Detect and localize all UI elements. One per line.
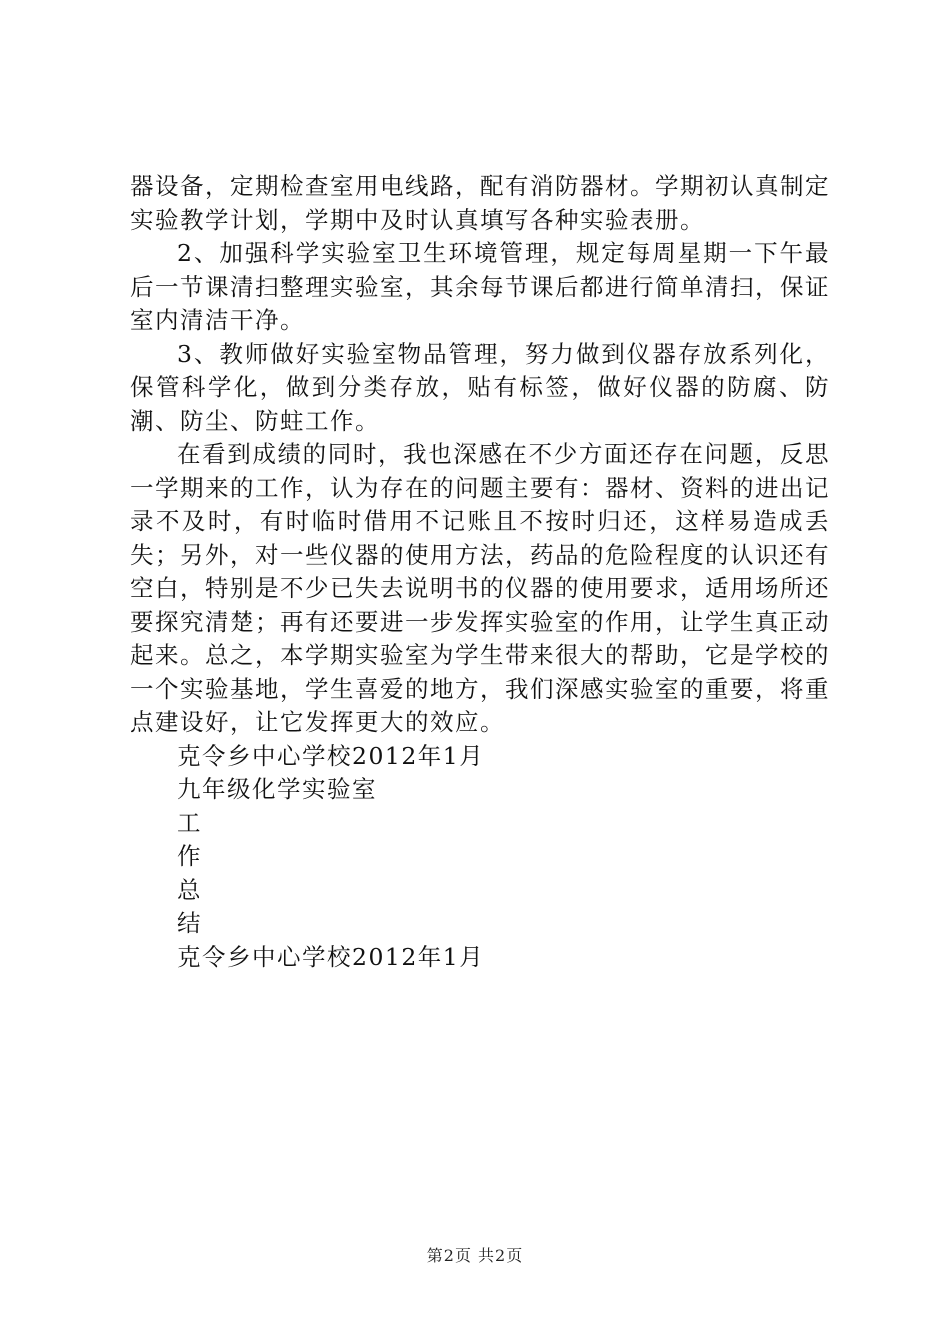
signature-school-date: 克令乡中心学校2012年1月 (177, 741, 485, 770)
title-char-zong: 总 (177, 875, 202, 904)
document-body (130, 170, 830, 974)
title-lab-name: 九年级化学实验室 (177, 775, 377, 803)
paragraph-hygiene-management: 2、加强科学实验室卫生环境管理，规定每周星期一下午最后一节课清扫整理实验室，其余每节课后都进行简单清扫，保证室内清洁干净。 (130, 239, 830, 334)
title-char-jie: 结 (177, 909, 202, 937)
paragraph-item-management: 3、教师做好实验室物品管理，努力做到仪器存放系列化，保管科学化，做到分类存放，贴有标签，做好仪器的防腐、防潮、防尘、防蛀工作。 (130, 339, 830, 435)
page-footer: 第2页 共2页 (426, 1246, 524, 1265)
title-char-gong: 工 (177, 808, 202, 837)
title-char-zuo: 作 (177, 842, 202, 870)
paragraph-reflection: 在看到成绩的同时，我也深感在不少方面还存在问题，反思一学期来的工作，认为存在的问题主要有：器材、资料的进出记录不及时，有时临时借用不记账且不按时归还，这样易造成丢失；另外，对一些仪器的使用方法，药品的危险程度的认识还有空白，特别是不少已失去说明书的仪器的使用要求，适用场所还要探究清楚；再有还要进一步发挥实验室的作用，让学生真正动起来。总之，本学期实验室为学生带来很大的帮助，它是学校的一个实验基地，学生喜爱的地方，我们深感实验室的重要，将重点建设好，让它发挥更大的效应。 (130, 440, 830, 736)
signature-school-date-repeat: 克令乡中心学校2012年1月 (177, 942, 485, 971)
closing-block (130, 740, 830, 975)
paragraph-equipment-continued: 器设备，定期检查室用电线路，配有消防器材。学期初认真制定实验教学计划，学期中及时认真填写各种实验表册。 (130, 172, 830, 234)
